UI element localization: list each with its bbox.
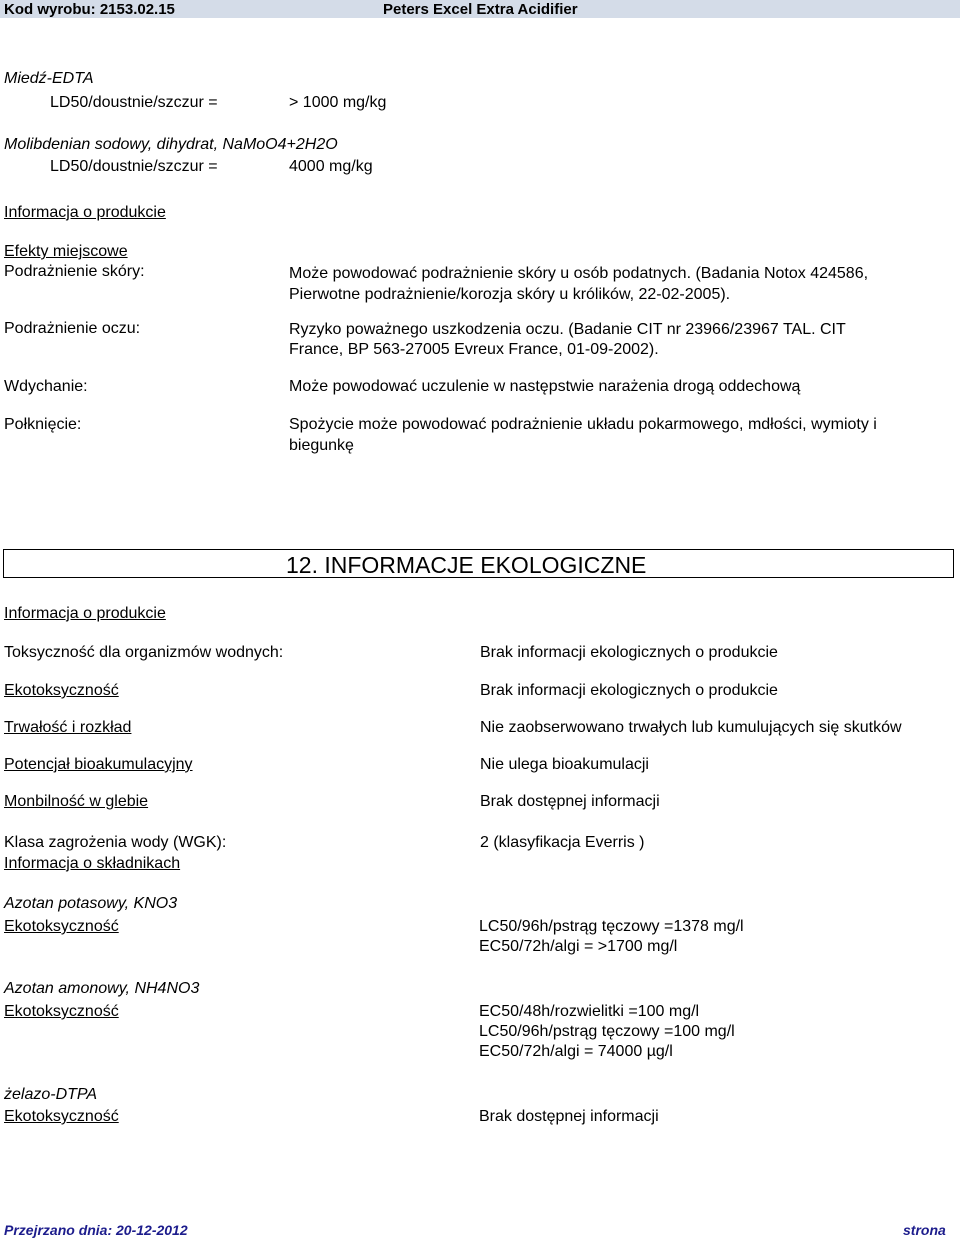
component-name: Azotan potasowy, KNO3	[4, 895, 178, 912]
local-effects-heading: Efekty miejscowe	[4, 243, 128, 260]
molybdate-ld50-value: 4000 mg/kg	[289, 158, 373, 175]
revision-date: Przejrzano dnia: 20-12-2012	[4, 1222, 188, 1238]
eye-irritation-text-1: Ryzyko poważnego uszkodzenia oczu. (Badanie CIT nr 23966/23967 TAL. CIT	[289, 321, 846, 338]
section-12-title: 12. INFORMACJE EKOLOGICZNE	[286, 552, 647, 578]
component-name: Azotan amonowy, NH4NO3	[4, 980, 200, 997]
copper-name: Miedź-EDTA	[4, 70, 94, 87]
soil-mobility-value: Brak dostępnej informacji	[480, 793, 660, 810]
soil-mobility-label: Monbilność w glebie	[4, 793, 149, 810]
aquatic-toxicity-label: Toksyczność dla organizmów wodnych:	[4, 644, 284, 661]
component-ecotoxicity-label: Ekotoksyczność	[4, 1108, 119, 1125]
skin-irritation-label: Podrażnienie skóry:	[4, 263, 145, 280]
copper-ld50-value: > 1000 mg/kg	[289, 94, 387, 111]
skin-irritation-text-1: Może powodować podrażnienie skóry u osób podatnych. (Badania Notox 424586,	[289, 265, 869, 282]
component-ecotoxicity-label: Ekotoksyczność	[4, 1003, 119, 1020]
molybdate-ld50-label: LD50/doustnie/szczur =	[50, 158, 218, 175]
eco-product-info-heading: Informacja o produkcie	[4, 605, 166, 622]
product-info-heading: Informacja o produkcie	[4, 204, 166, 221]
ecotoxicity-value: Brak informacji ekologicznych o produkcie	[480, 682, 778, 699]
aquatic-toxicity-value: Brak informacji ekologicznych o produkcie	[480, 644, 778, 661]
eye-irritation-text-2: France, BP 563-27005 Evreux France, 01-09-2002).	[289, 341, 659, 358]
components-heading: Informacja o składnikach	[4, 855, 181, 872]
component-ecotoxicity-value: EC50/72h/algi = >1700 mg/l	[479, 938, 678, 955]
component-ecotoxicity-value: LC50/96h/pstrąg tęczowy =100 mg/l	[479, 1023, 735, 1040]
swallowing-label: Połknięcie:	[4, 416, 82, 433]
swallowing-text-2: biegunkę	[289, 437, 354, 454]
product-name: Peters Excel Extra Acidifier	[383, 1, 578, 18]
component-ecotoxicity-value: EC50/72h/algi = 74000 µg/l	[479, 1043, 673, 1060]
wgk-value: 2 (klasyfikacja Everris )	[480, 834, 645, 851]
component-ecotoxicity-value: EC50/48h/rozwielitki =100 mg/l	[479, 1003, 700, 1020]
page-label: strona	[903, 1222, 946, 1238]
inhalation-text: Może powodować uczulenie w następstwie narażenia drogą oddechową	[289, 378, 801, 395]
wgk-label: Klasa zagrożenia wody (WGK):	[4, 834, 227, 851]
bioaccumulation-label: Potencjał bioakumulacyjny	[4, 756, 193, 773]
inhalation-label: Wdychanie:	[4, 378, 88, 395]
component-ecotoxicity-value: Brak dostępnej informacji	[479, 1108, 659, 1125]
product-code: Kod wyrobu: 2153.02.15	[4, 1, 175, 18]
molybdate-name: Molibdenian sodowy, dihydrat, NaMoO4+2H2O	[4, 136, 338, 153]
eye-irritation-label: Podrażnienie oczu:	[4, 320, 141, 337]
copper-ld50-label: LD50/doustnie/szczur =	[50, 94, 218, 111]
persistence-label: Trwałość i rozkład	[4, 719, 132, 736]
ecotoxicity-label: Ekotoksyczność	[4, 682, 119, 699]
component-ecotoxicity-label: Ekotoksyczność	[4, 918, 119, 935]
component-ecotoxicity-value: LC50/96h/pstrąg tęczowy =1378 mg/l	[479, 918, 744, 935]
skin-irritation-text-2: Pierwotne podrażnienie/korozja skóry u królików, 22-02-2005).	[289, 286, 731, 303]
bioaccumulation-value: Nie ulega bioakumulacji	[480, 756, 649, 773]
persistence-value: Nie zaobserwowano trwałych lub kumulujących się skutków	[480, 719, 902, 736]
swallowing-text-1: Spożycie może powodować podrażnienie układu pokarmowego, mdłości, wymioty i	[289, 416, 877, 433]
component-name: żelazo-DTPA	[4, 1086, 98, 1103]
